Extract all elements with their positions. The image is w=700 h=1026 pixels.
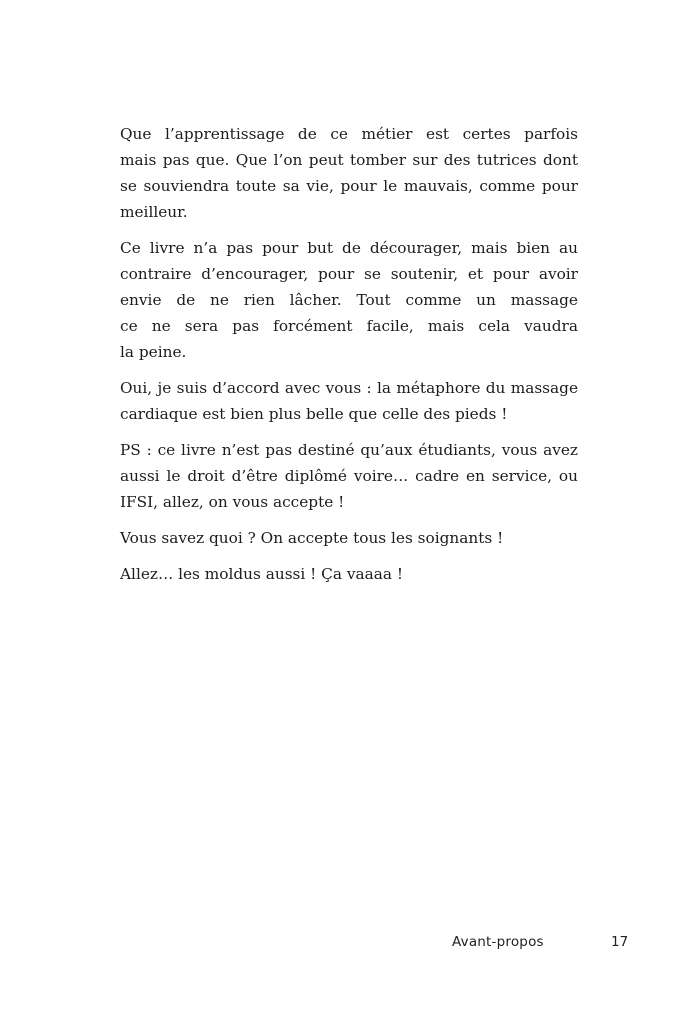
text-line: contraire d’encourager, pour se soutenir, et pour avoir: [120, 265, 578, 283]
text-line: Vous savez quoi ? On accepte tous les soignants !: [120, 529, 504, 547]
text-line: PS : ce livre n’est pas destiné qu’aux étudiants, vous avez: [120, 441, 578, 459]
paragraph: [120, 235, 578, 365]
text-line: aussi le droit d’être diplômé voire… cadre en service, ou: [120, 467, 578, 485]
body-text: [120, 121, 578, 597]
paragraph: [120, 561, 578, 587]
text-line: envie de ne rien lâcher. Tout comme un massage: [120, 291, 578, 309]
paragraph: [120, 121, 578, 225]
text-line: la peine.: [120, 343, 187, 361]
text-line: cardiaque est bien plus belle que celle des pieds !: [120, 405, 508, 423]
text-line: Que l’apprentissage de ce métier est certes parfois: [120, 125, 578, 143]
text-line: Allez… les moldus aussi ! Ça vaaaa !: [120, 565, 403, 583]
text-line: Oui, je suis d’accord avec vous : la métaphore du massage: [120, 379, 578, 397]
text-line: Ce livre n’a pas pour but de décourager, mais bien au: [120, 239, 578, 257]
paragraph: [120, 525, 578, 551]
running-footer-title: Avant-propos: [452, 934, 544, 950]
text-line: ce ne sera pas forcément facile, mais cela vaudra: [120, 317, 578, 335]
paragraph: [120, 437, 578, 515]
text-line: meilleur.: [120, 203, 188, 221]
text-line: se souviendra toute sa vie, pour le mauvais, comme pour: [120, 177, 578, 195]
text-line: mais pas que. Que l’on peut tomber sur des tutrices dont: [120, 151, 578, 169]
paragraph: [120, 375, 578, 427]
page-number: 17: [611, 934, 629, 950]
text-line: IFSI, allez, on vous accepte !: [120, 493, 345, 511]
